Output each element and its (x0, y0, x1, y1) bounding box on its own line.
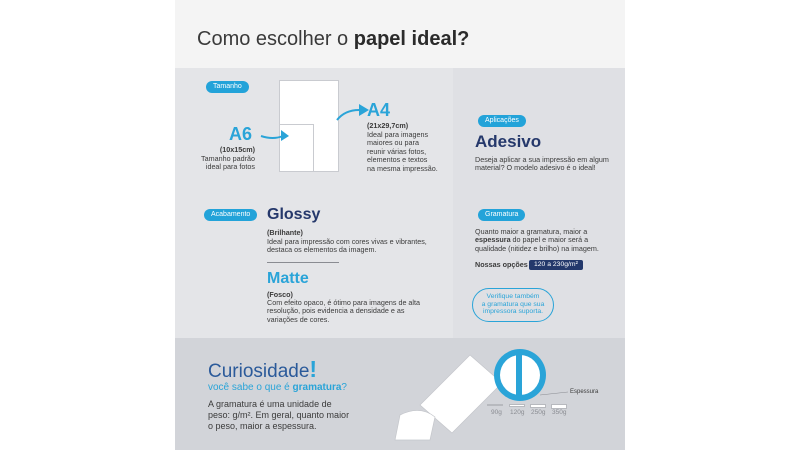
title-bold: papel ideal? (353, 28, 470, 50)
tamanho-tag: Tamanho (206, 81, 249, 93)
a6-arrowhead-icon (281, 130, 289, 141)
a4-dims: (21x29,7cm) (367, 121, 409, 130)
options-badge: 120 a 230g/m² (529, 260, 583, 270)
gramatura-tag: Gramatura (478, 209, 525, 221)
weight-bar-250g (530, 404, 546, 408)
espessura-label: Espessura (570, 389, 599, 395)
title-prefix: Como escolher o (197, 28, 354, 50)
weight-350g: 350g (552, 409, 567, 416)
options-label: Nossas opções (475, 260, 528, 269)
adesivo-description: Deseja aplicar a sua impressão em algum material? O modelo adesivo é o ideal! (475, 155, 609, 173)
gramatura-description: Quanto maior a gramatura, maior a espessura do papel e maior será a qualidade (nitidez e brilho) na imagem. (475, 227, 599, 253)
weight-120g: 120g (510, 409, 525, 416)
matte-sub: (Fosco) (267, 290, 293, 299)
weight-bar-90g (487, 404, 503, 406)
a4-arrow-icon (337, 110, 359, 120)
matte-description: Com efeito opaco, é ótimo para imagens de alta resolução, pois evidencia a densidade e as variações de cores. (267, 298, 421, 324)
weight-bar-120g (509, 404, 525, 407)
infographic-panel (175, 0, 625, 450)
printer-tip-bubble: Verifique também a gramatura que sua impressora suporta. (472, 288, 554, 322)
a4-label: A4 (367, 100, 391, 120)
curiosidade-question: você sabe o que é gramatura? (208, 382, 347, 393)
a6-dims: (10x15cm) (219, 145, 255, 154)
a4-description: Ideal para imagens maiores ou para reunir várias fotos, elementos e textos na mesma impressão. (367, 130, 438, 173)
acabamento-tag: Acabamento (204, 209, 257, 221)
a6-arrow-icon (261, 136, 283, 138)
curiosidade-title: Curiosidade! (208, 356, 318, 382)
adesivo-title: Adesivo (475, 132, 542, 151)
a6-label: A6 (229, 124, 253, 144)
glossy-description: Ideal para impressão com cores vivas e vibrantes, destaca os elementos da imagem. (267, 237, 427, 255)
a6-description: Tamanho padrão ideal para fotos (201, 154, 255, 172)
glossy-sub: (Brilhante) (267, 228, 303, 237)
exclamation-mark: ! (309, 356, 318, 382)
weight-90g: 90g (491, 409, 502, 416)
matte-title: Matte (267, 270, 309, 287)
thickness-pointer (540, 392, 568, 395)
paper-illustration (380, 345, 625, 450)
paper-curl-icon (395, 410, 435, 440)
weight-250g: 250g (531, 409, 546, 416)
curiosidade-description: A gramatura é uma unidade de peso: g/m². Em geral, quanto maior o peso, maior a espessura. (208, 399, 350, 431)
glossy-title: Glossy (267, 206, 321, 223)
aplicacoes-tag: Aplicações (478, 115, 526, 127)
finish-divider (267, 262, 339, 263)
